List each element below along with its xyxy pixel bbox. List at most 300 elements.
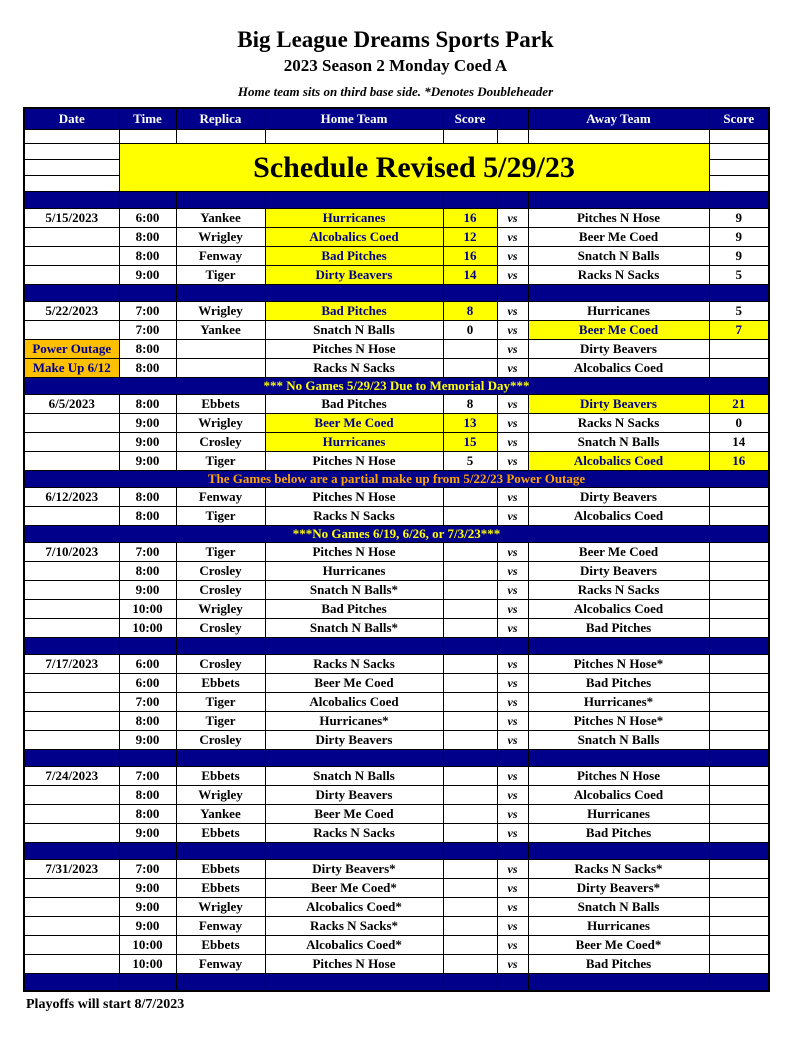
date-cell: 7/10/2023 xyxy=(24,543,119,562)
home-team-cell: Pitches N Hose xyxy=(265,955,443,974)
away-score-cell xyxy=(709,581,769,600)
date-cell: 6/12/2023 xyxy=(24,488,119,507)
replica-cell: Crosley xyxy=(176,731,265,750)
date-cell xyxy=(24,562,119,581)
game-row xyxy=(24,581,769,600)
away-score-cell xyxy=(709,824,769,843)
empty-cell xyxy=(497,130,528,144)
replica-cell: Yankee xyxy=(176,209,265,228)
empty-cell xyxy=(265,130,443,144)
game-row xyxy=(24,359,769,378)
replica-cell: Ebbets xyxy=(176,879,265,898)
away-team-cell: Snatch N Balls xyxy=(528,247,709,266)
vs-cell: vs xyxy=(497,452,528,471)
time-cell: 8:00 xyxy=(119,786,176,805)
separator-cell xyxy=(528,638,709,655)
game-row xyxy=(24,321,769,340)
replica-cell: Ebbets xyxy=(176,824,265,843)
replica-cell: Ebbets xyxy=(176,936,265,955)
separator-cell xyxy=(176,638,265,655)
home-team-cell: Snatch N Balls* xyxy=(265,619,443,638)
home-score-cell xyxy=(443,860,497,879)
empty-cell xyxy=(709,130,769,144)
away-team-cell: Pitches N Hose xyxy=(528,767,709,786)
away-score-cell: 5 xyxy=(709,266,769,285)
home-score-cell xyxy=(443,340,497,359)
time-cell: 9:00 xyxy=(119,452,176,471)
home-team-cell: Pitches N Hose xyxy=(265,340,443,359)
vs-cell: vs xyxy=(497,414,528,433)
time-cell: 6:00 xyxy=(119,655,176,674)
vs-cell: vs xyxy=(497,359,528,378)
replica-cell: Crosley xyxy=(176,655,265,674)
header-home-score: Score xyxy=(443,108,497,130)
date-cell xyxy=(24,917,119,936)
home-team-cell: Hurricanes* xyxy=(265,712,443,731)
date-cell: 5/22/2023 xyxy=(24,302,119,321)
vs-cell: vs xyxy=(497,712,528,731)
home-team-cell: Racks N Sacks xyxy=(265,507,443,526)
replica-cell: Tiger xyxy=(176,452,265,471)
separator-cell xyxy=(497,192,528,209)
home-team-cell: Alcobalics Coed xyxy=(265,228,443,247)
vs-cell: vs xyxy=(497,228,528,247)
date-cell: 7/24/2023 xyxy=(24,767,119,786)
separator-cell xyxy=(119,974,176,992)
vs-cell: vs xyxy=(497,955,528,974)
replica-cell: Crosley xyxy=(176,581,265,600)
empty-cell xyxy=(443,130,497,144)
replica-cell: Fenway xyxy=(176,488,265,507)
separator-cell xyxy=(265,750,443,767)
separator-cell xyxy=(709,974,769,992)
home-team-cell: Dirty Beavers* xyxy=(265,860,443,879)
note-text: The Games below are a partial make up from 5/22/23 Power Outage xyxy=(24,471,769,488)
home-score-cell: 8 xyxy=(443,395,497,414)
time-cell: 9:00 xyxy=(119,266,176,285)
home-score-cell xyxy=(443,581,497,600)
separator-row xyxy=(24,974,769,992)
separator-row xyxy=(24,750,769,767)
away-score-cell xyxy=(709,176,769,192)
date-cell xyxy=(24,433,119,452)
date-cell xyxy=(24,160,119,176)
date-cell: Power Outage xyxy=(24,340,119,359)
date-cell xyxy=(24,144,119,160)
separator-row xyxy=(24,843,769,860)
home-team-cell: Beer Me Coed xyxy=(265,805,443,824)
away-score-cell xyxy=(709,955,769,974)
separator-cell xyxy=(24,192,119,209)
time-cell: 10:00 xyxy=(119,600,176,619)
away-score-cell xyxy=(709,488,769,507)
time-cell: 7:00 xyxy=(119,860,176,879)
away-team-cell: Pitches N Hose xyxy=(528,209,709,228)
note-row xyxy=(24,471,769,488)
vs-cell: vs xyxy=(497,655,528,674)
home-score-cell: 12 xyxy=(443,228,497,247)
replica-cell: Tiger xyxy=(176,543,265,562)
separator-cell xyxy=(528,192,709,209)
header-home-team: Home Team xyxy=(265,108,443,130)
home-team-cell: Bad Pitches xyxy=(265,247,443,266)
home-team-cell: Alcobalics Coed* xyxy=(265,936,443,955)
time-cell: 9:00 xyxy=(119,898,176,917)
separator-cell xyxy=(709,750,769,767)
home-team-cell: Pitches N Hose xyxy=(265,488,443,507)
vs-cell: vs xyxy=(497,731,528,750)
away-score-cell xyxy=(709,600,769,619)
vs-cell: vs xyxy=(497,247,528,266)
home-team-cell: Beer Me Coed xyxy=(265,674,443,693)
date-cell xyxy=(24,228,119,247)
away-score-cell xyxy=(709,693,769,712)
replica-cell: Fenway xyxy=(176,955,265,974)
separator-cell xyxy=(265,638,443,655)
replica-cell: Wrigley xyxy=(176,600,265,619)
schedule-table xyxy=(23,107,770,992)
game-row xyxy=(24,247,769,266)
away-team-cell: Bad Pitches xyxy=(528,619,709,638)
table-header-row xyxy=(24,108,769,130)
header-time: Time xyxy=(119,108,176,130)
away-team-cell: Dirty Beavers xyxy=(528,562,709,581)
game-row xyxy=(24,619,769,638)
home-team-cell: Hurricanes xyxy=(265,209,443,228)
away-score-cell: 16 xyxy=(709,452,769,471)
away-score-cell: 7 xyxy=(709,321,769,340)
home-score-cell xyxy=(443,507,497,526)
time-cell: 7:00 xyxy=(119,767,176,786)
away-team-cell: Dirty Beavers xyxy=(528,488,709,507)
replica-cell: Tiger xyxy=(176,507,265,526)
away-team-cell: Dirty Beavers xyxy=(528,340,709,359)
home-team-cell: Snatch N Balls* xyxy=(265,581,443,600)
time-cell: 8:00 xyxy=(119,340,176,359)
separator-cell xyxy=(119,638,176,655)
separator-cell xyxy=(443,192,497,209)
separator-cell xyxy=(443,750,497,767)
away-score-cell xyxy=(709,674,769,693)
date-cell xyxy=(24,266,119,285)
time-cell: 6:00 xyxy=(119,209,176,228)
home-score-cell xyxy=(443,898,497,917)
date-cell: 7/31/2023 xyxy=(24,860,119,879)
separator-cell xyxy=(265,843,443,860)
date-cell xyxy=(24,805,119,824)
replica-cell: Crosley xyxy=(176,619,265,638)
replica-cell: Ebbets xyxy=(176,860,265,879)
game-row xyxy=(24,655,769,674)
away-score-cell xyxy=(709,767,769,786)
away-score-cell xyxy=(709,507,769,526)
home-team-cell: Dirty Beavers xyxy=(265,266,443,285)
time-cell: 6:00 xyxy=(119,674,176,693)
page-title: Big League Dreams Sports Park xyxy=(237,27,554,52)
home-score-cell xyxy=(443,824,497,843)
vs-cell: vs xyxy=(497,767,528,786)
home-score-cell xyxy=(443,879,497,898)
game-row xyxy=(24,824,769,843)
time-cell: 9:00 xyxy=(119,731,176,750)
separator-cell xyxy=(709,285,769,302)
home-score-cell xyxy=(443,805,497,824)
separator-cell xyxy=(24,750,119,767)
game-row xyxy=(24,731,769,750)
separator-cell xyxy=(265,192,443,209)
separator-cell xyxy=(709,638,769,655)
date-cell xyxy=(24,936,119,955)
home-team-cell: Alcobalics Coed xyxy=(265,693,443,712)
away-score-cell: 14 xyxy=(709,433,769,452)
away-team-cell: Bad Pitches xyxy=(528,674,709,693)
home-score-cell: 0 xyxy=(443,321,497,340)
header-date: Date xyxy=(24,108,119,130)
replica-cell: Wrigley xyxy=(176,898,265,917)
note-text: ***No Games 6/19, 6/26, or 7/3/23*** xyxy=(24,526,769,543)
away-score-cell xyxy=(709,898,769,917)
home-team-cell: Beer Me Coed xyxy=(265,414,443,433)
home-team-cell: Snatch N Balls xyxy=(265,321,443,340)
replica-cell: Crosley xyxy=(176,562,265,581)
replica-cell: Tiger xyxy=(176,266,265,285)
game-row xyxy=(24,786,769,805)
replica-cell: Wrigley xyxy=(176,786,265,805)
vs-cell: vs xyxy=(497,209,528,228)
game-row xyxy=(24,600,769,619)
separator-cell xyxy=(709,843,769,860)
game-row xyxy=(24,674,769,693)
time-cell: 8:00 xyxy=(119,228,176,247)
date-cell xyxy=(24,955,119,974)
replica-cell: Fenway xyxy=(176,917,265,936)
away-team-cell: Alcobalics Coed xyxy=(528,786,709,805)
home-team-cell: Bad Pitches xyxy=(265,302,443,321)
replica-cell: Crosley xyxy=(176,433,265,452)
home-score-cell xyxy=(443,543,497,562)
vs-cell: vs xyxy=(497,860,528,879)
home-team-cell: Beer Me Coed* xyxy=(265,879,443,898)
time-cell: 9:00 xyxy=(119,581,176,600)
date-cell xyxy=(24,693,119,712)
replica-cell xyxy=(176,359,265,378)
separator-cell xyxy=(176,750,265,767)
date-cell xyxy=(24,898,119,917)
date-cell: Make Up 6/12 xyxy=(24,359,119,378)
game-row xyxy=(24,917,769,936)
home-score-cell: 5 xyxy=(443,452,497,471)
away-team-cell: Alcobalics Coed xyxy=(528,600,709,619)
separator-cell xyxy=(176,192,265,209)
away-team-cell: Bad Pitches xyxy=(528,824,709,843)
home-team-cell: Bad Pitches xyxy=(265,395,443,414)
game-row xyxy=(24,507,769,526)
empty-row xyxy=(24,130,769,144)
page-subtitle: 2023 Season 2 Monday Coed A xyxy=(283,56,508,75)
home-team-tagline: Home team sits on third base side. *Denotes Doubleheader xyxy=(237,84,554,99)
separator-cell xyxy=(497,843,528,860)
home-score-cell xyxy=(443,693,497,712)
vs-cell: vs xyxy=(497,340,528,359)
date-cell xyxy=(24,452,119,471)
date-cell xyxy=(24,786,119,805)
away-team-cell: Hurricanes xyxy=(528,302,709,321)
time-cell: 8:00 xyxy=(119,395,176,414)
game-row xyxy=(24,879,769,898)
separator-cell xyxy=(443,638,497,655)
time-cell: 9:00 xyxy=(119,824,176,843)
away-team-cell: Alcobalics Coed xyxy=(528,507,709,526)
game-row xyxy=(24,936,769,955)
away-score-cell: 9 xyxy=(709,209,769,228)
home-score-cell: 15 xyxy=(443,433,497,452)
away-team-cell: Racks N Sacks xyxy=(528,414,709,433)
away-score-cell: 21 xyxy=(709,395,769,414)
date-cell xyxy=(24,712,119,731)
replica-cell: Tiger xyxy=(176,693,265,712)
date-cell xyxy=(24,176,119,192)
away-score-cell xyxy=(709,619,769,638)
replica-cell: Ebbets xyxy=(176,767,265,786)
separator-cell xyxy=(119,192,176,209)
home-team-cell: Racks N Sacks* xyxy=(265,917,443,936)
home-score-cell xyxy=(443,917,497,936)
date-cell xyxy=(24,824,119,843)
away-score-cell xyxy=(709,917,769,936)
time-cell: 9:00 xyxy=(119,917,176,936)
home-score-cell xyxy=(443,655,497,674)
away-score-cell xyxy=(709,805,769,824)
time-cell: 8:00 xyxy=(119,488,176,507)
replica-cell xyxy=(176,340,265,359)
vs-cell: vs xyxy=(497,395,528,414)
empty-cell xyxy=(528,130,709,144)
away-score-cell xyxy=(709,543,769,562)
header-vs-spacer xyxy=(497,108,528,130)
time-cell: 7:00 xyxy=(119,543,176,562)
separator-cell xyxy=(443,843,497,860)
time-cell: 8:00 xyxy=(119,507,176,526)
empty-cell xyxy=(176,130,265,144)
home-team-cell: Pitches N Hose xyxy=(265,543,443,562)
away-team-cell: Racks N Sacks xyxy=(528,266,709,285)
home-team-cell: Alcobalics Coed* xyxy=(265,898,443,917)
away-team-cell: Dirty Beavers xyxy=(528,395,709,414)
time-cell: 9:00 xyxy=(119,414,176,433)
home-team-cell: Hurricanes xyxy=(265,433,443,452)
date-cell xyxy=(24,674,119,693)
separator-cell xyxy=(119,843,176,860)
away-team-cell: Pitches N Hose* xyxy=(528,655,709,674)
away-score-cell xyxy=(709,879,769,898)
home-team-cell: Pitches N Hose xyxy=(265,452,443,471)
vs-cell: vs xyxy=(497,879,528,898)
home-team-cell: Hurricanes xyxy=(265,562,443,581)
away-team-cell: Dirty Beavers* xyxy=(528,879,709,898)
time-cell: 9:00 xyxy=(119,879,176,898)
home-score-cell xyxy=(443,619,497,638)
vs-cell: vs xyxy=(497,266,528,285)
game-row xyxy=(24,562,769,581)
separator-cell xyxy=(497,974,528,992)
away-team-cell: Racks N Sacks xyxy=(528,581,709,600)
separator-row xyxy=(24,285,769,302)
vs-cell: vs xyxy=(497,321,528,340)
replica-cell: Wrigley xyxy=(176,414,265,433)
separator-cell xyxy=(443,285,497,302)
home-score-cell: 16 xyxy=(443,209,497,228)
date-cell xyxy=(24,619,119,638)
replica-cell: Wrigley xyxy=(176,302,265,321)
game-row xyxy=(24,805,769,824)
vs-cell: vs xyxy=(497,507,528,526)
away-team-cell: Alcobalics Coed xyxy=(528,452,709,471)
revision-banner-row xyxy=(24,144,769,160)
home-team-cell: Racks N Sacks xyxy=(265,359,443,378)
away-score-cell xyxy=(709,860,769,879)
home-score-cell xyxy=(443,600,497,619)
home-score-cell xyxy=(443,359,497,378)
vs-cell: vs xyxy=(497,674,528,693)
separator-cell xyxy=(528,974,709,992)
separator-cell xyxy=(119,285,176,302)
vs-cell: vs xyxy=(497,562,528,581)
date-cell xyxy=(24,581,119,600)
vs-cell: vs xyxy=(497,824,528,843)
separator-cell xyxy=(265,285,443,302)
home-score-cell: 16 xyxy=(443,247,497,266)
away-team-cell: Beer Me Coed* xyxy=(528,936,709,955)
home-score-cell xyxy=(443,562,497,581)
schedule-body xyxy=(24,130,769,992)
game-row xyxy=(24,302,769,321)
date-cell xyxy=(24,414,119,433)
empty-cell xyxy=(119,130,176,144)
vs-cell: vs xyxy=(497,936,528,955)
game-row xyxy=(24,433,769,452)
separator-cell xyxy=(709,192,769,209)
time-cell: 7:00 xyxy=(119,302,176,321)
away-team-cell: Snatch N Balls xyxy=(528,898,709,917)
replica-cell: Yankee xyxy=(176,805,265,824)
time-cell: 8:00 xyxy=(119,247,176,266)
vs-cell: vs xyxy=(497,619,528,638)
away-score-cell xyxy=(709,655,769,674)
away-score-cell xyxy=(709,562,769,581)
home-team-cell: Racks N Sacks xyxy=(265,824,443,843)
date-cell xyxy=(24,879,119,898)
away-score-cell xyxy=(709,340,769,359)
away-score-cell: 9 xyxy=(709,228,769,247)
vs-cell: vs xyxy=(497,543,528,562)
game-row xyxy=(24,898,769,917)
date-cell xyxy=(24,731,119,750)
empty-cell xyxy=(24,130,119,144)
vs-cell: vs xyxy=(497,786,528,805)
replica-cell: Tiger xyxy=(176,712,265,731)
away-team-cell: Snatch N Balls xyxy=(528,433,709,452)
game-row xyxy=(24,228,769,247)
away-team-cell: Beer Me Coed xyxy=(528,321,709,340)
vs-cell: vs xyxy=(497,805,528,824)
game-row xyxy=(24,414,769,433)
away-team-cell: Racks N Sacks* xyxy=(528,860,709,879)
time-cell: 10:00 xyxy=(119,619,176,638)
home-score-cell xyxy=(443,731,497,750)
date-cell xyxy=(24,321,119,340)
away-score-cell xyxy=(709,731,769,750)
separator-row xyxy=(24,192,769,209)
